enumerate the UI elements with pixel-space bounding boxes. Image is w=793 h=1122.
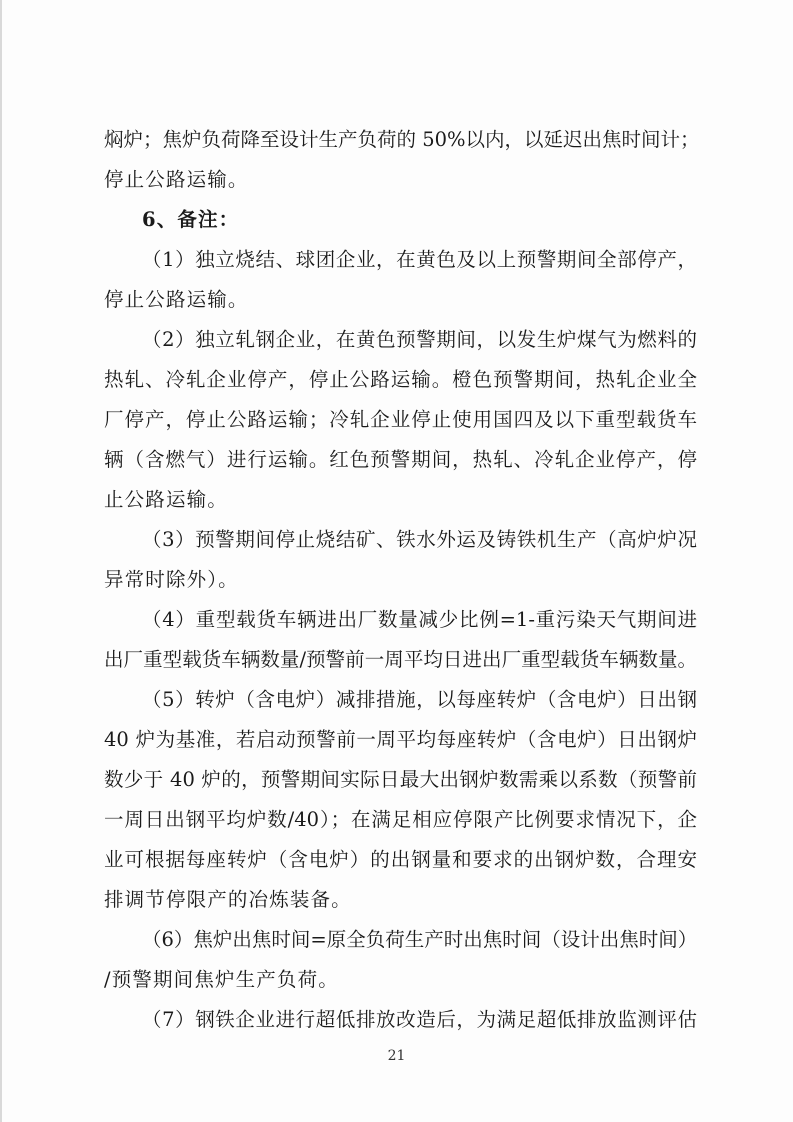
- note-2-line: 止公路运输。: [104, 488, 228, 511]
- paragraph-line: 停止公路运输。: [104, 168, 249, 191]
- note-6-line: （6）焦炉出焦时间=原全负荷生产时出焦时间（设计出焦时间）: [142, 928, 698, 951]
- note-7-line: （7）钢铁企业进行超低排放改造后，为满足超低排放监测评估: [142, 1008, 697, 1031]
- note-2-line: 厂停产，停止公路运输；冷轧企业停止使用国四及以下重型载货车: [104, 408, 697, 431]
- note-3-line: （3）预警期间停止烧结矿、铁水外运及铸铁机生产（高炉炉况: [142, 528, 697, 551]
- note-5-line: 40 炉为基准，若启动预警前一周平均每座转炉（含电炉）日出钢炉: [104, 728, 697, 751]
- scan-left-edge: [0, 0, 2, 1122]
- note-5-line: 业可根据每座转炉（含电炉）的出钢量和要求的出钢炉数，合理安: [104, 848, 697, 871]
- note-5-line: 排调节停限产的冶炼装备。: [104, 888, 352, 911]
- note-4-line: 出厂重型载货车辆数量/预警前一周平均日进出厂重型载货车辆数量。: [104, 648, 697, 671]
- note-5-line: 数少于 40 炉的，预警期间实际日最大出钢炉数需乘以系数（预警前: [104, 768, 697, 791]
- paragraph-line: 焖炉；焦炉负荷降至设计生产负荷的 50%以内，以延迟出焦时间计；: [104, 128, 700, 151]
- note-1-line: 停止公路运输。: [104, 288, 249, 311]
- note-2-line: 热轧、冷轧企业停产，停止公路运输。橙色预警期间，热轧企业全: [104, 368, 697, 391]
- note-5-line: （5）转炉（含电炉）减排措施，以每座转炉（含电炉）日出钢: [142, 688, 697, 711]
- page-number: 21: [387, 1048, 406, 1064]
- note-6-line: /预警期间焦炉生产负荷。: [104, 968, 339, 991]
- note-2-line: 辆（含燃气）进行运输。红色预警期间，热轧、冷轧企业停产，停: [104, 448, 697, 471]
- note-4-line: （4）重型载货车辆进出厂数量减少比例=1-重污染天气期间进: [142, 608, 697, 631]
- note-2-line: （2）独立轧钢企业，在黄色预警期间，以发生炉煤气为燃料的: [142, 328, 697, 351]
- note-3-line: 异常时除外）。: [104, 568, 239, 591]
- note-5-line: 一周日出钢平均炉数/40）；在满足相应停限产比例要求情况下，企: [104, 808, 697, 831]
- note-1-line: （1）独立烧结、球团企业，在黄色及以上预警期间全部停产，: [142, 248, 697, 271]
- section-heading: 6、备注：: [142, 208, 240, 231]
